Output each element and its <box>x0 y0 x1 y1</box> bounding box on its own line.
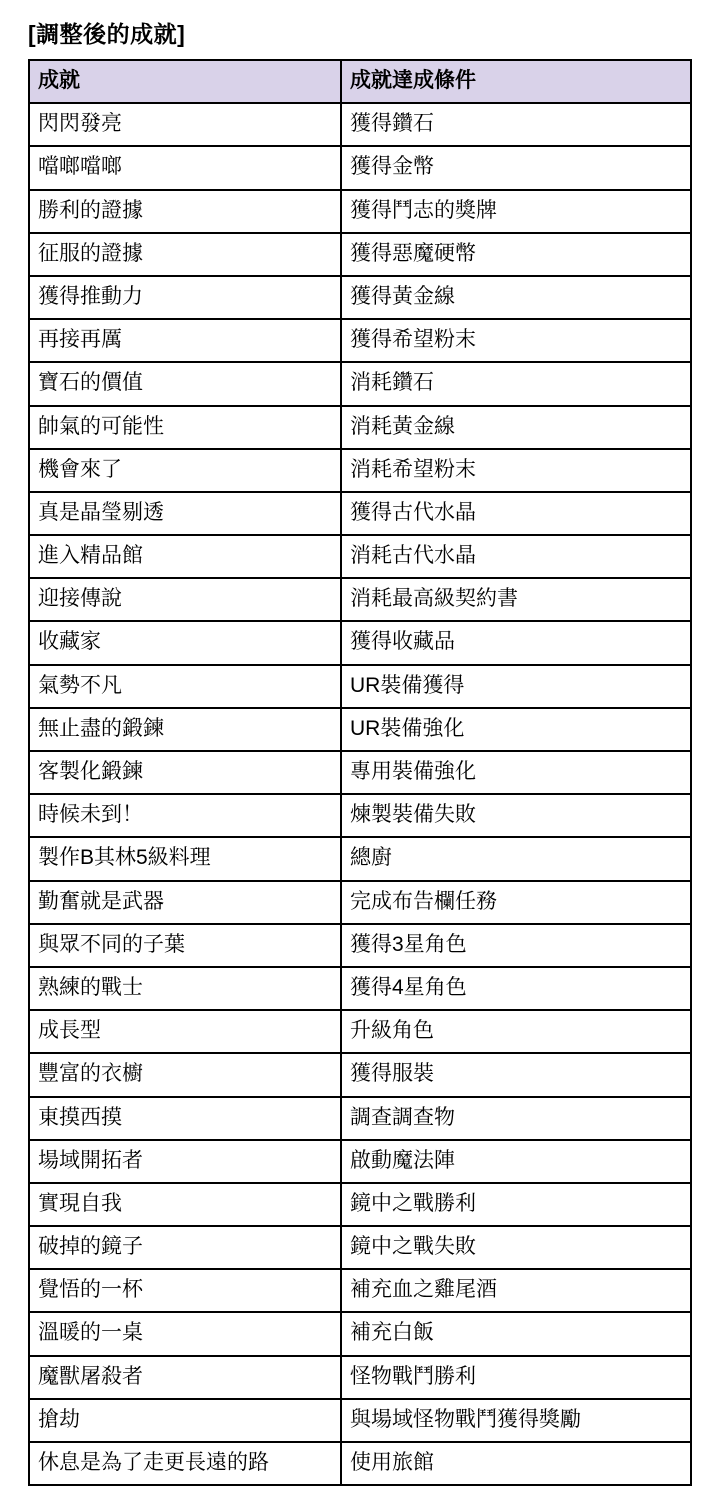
condition-cell: 獲得鬥志的獎牌 <box>341 190 691 233</box>
table-row <box>29 621 691 664</box>
condition-cell: 使用旅館 <box>341 1442 691 1485</box>
table-row <box>29 1183 691 1226</box>
condition-cell: 獲得金幣 <box>341 146 691 189</box>
achievement-cell: 場域開拓者 <box>29 1140 341 1183</box>
achievement-cell: 寶石的價值 <box>29 362 341 405</box>
condition-cell: 獲得鑽石 <box>341 103 691 146</box>
table-row <box>29 1442 691 1485</box>
table-row <box>29 837 691 880</box>
achievement-cell: 真是晶瑩剔透 <box>29 492 341 535</box>
condition-cell: 補充血之雞尾酒 <box>341 1269 691 1312</box>
achievement-cell: 帥氣的可能性 <box>29 406 341 449</box>
condition-cell: 獲得4星角色 <box>341 967 691 1010</box>
condition-cell: 鏡中之戰勝利 <box>341 1183 691 1226</box>
condition-cell: 啟動魔法陣 <box>341 1140 691 1183</box>
table-body <box>29 103 691 1485</box>
table-row <box>29 1269 691 1312</box>
condition-cell: 消耗希望粉末 <box>341 449 691 492</box>
table-row <box>29 233 691 276</box>
condition-cell: 獲得服裝 <box>341 1053 691 1096</box>
condition-cell: 獲得收藏品 <box>341 621 691 664</box>
achievement-cell: 勤奮就是武器 <box>29 881 341 924</box>
achievement-cell: 收藏家 <box>29 621 341 664</box>
table-row <box>29 967 691 1010</box>
table-row <box>29 1226 691 1269</box>
table-row <box>29 1053 691 1096</box>
achievement-cell: 成長型 <box>29 1010 341 1053</box>
condition-cell: 消耗黃金線 <box>341 406 691 449</box>
table-row <box>29 190 691 233</box>
table-row <box>29 276 691 319</box>
achievement-cell: 無止盡的鍛鍊 <box>29 708 341 751</box>
condition-cell: 總廚 <box>341 837 691 880</box>
achievement-cell: 豐富的衣櫥 <box>29 1053 341 1096</box>
condition-cell: 煉製裝備失敗 <box>341 794 691 837</box>
achievements-table <box>28 59 692 1486</box>
condition-cell: 升級角色 <box>341 1010 691 1053</box>
table-row <box>29 665 691 708</box>
table-row <box>29 1140 691 1183</box>
table-header-row <box>29 60 691 103</box>
table-row <box>29 1399 691 1442</box>
condition-cell: 獲得古代水晶 <box>341 492 691 535</box>
condition-cell: 鏡中之戰失敗 <box>341 1226 691 1269</box>
table-row <box>29 794 691 837</box>
table-row <box>29 1010 691 1053</box>
achievement-cell: 再接再厲 <box>29 319 341 362</box>
condition-cell: 專用裝備強化 <box>341 751 691 794</box>
achievement-cell: 製作B其林5級料理 <box>29 837 341 880</box>
achievement-cell: 進入精品館 <box>29 535 341 578</box>
condition-cell: 獲得希望粉末 <box>341 319 691 362</box>
table-row <box>29 924 691 967</box>
achievement-cell: 獲得推動力 <box>29 276 341 319</box>
column-header-condition: 成就達成條件 <box>341 60 691 103</box>
achievement-cell: 機會來了 <box>29 449 341 492</box>
achievement-cell: 氣勢不凡 <box>29 665 341 708</box>
achievement-cell: 東摸西摸 <box>29 1097 341 1140</box>
column-header-achievement: 成就 <box>29 60 341 103</box>
table-row <box>29 492 691 535</box>
table-row <box>29 319 691 362</box>
page-title: [調整後的成就] <box>28 21 186 47</box>
table-row <box>29 751 691 794</box>
achievement-cell: 勝利的證據 <box>29 190 341 233</box>
achievement-cell: 魔獸屠殺者 <box>29 1356 341 1399</box>
condition-cell: 獲得惡魔硬幣 <box>341 233 691 276</box>
condition-cell: 補充白飯 <box>341 1312 691 1355</box>
achievement-cell: 休息是為了走更長遠的路 <box>29 1442 341 1485</box>
table-row <box>29 881 691 924</box>
table-row <box>29 146 691 189</box>
achievement-cell: 與眾不同的子葉 <box>29 924 341 967</box>
table-row <box>29 708 691 751</box>
table-row <box>29 1312 691 1355</box>
condition-cell: 獲得3星角色 <box>341 924 691 967</box>
achievement-cell: 時候未到！ <box>29 794 341 837</box>
achievement-cell: 征服的證據 <box>29 233 341 276</box>
table-row <box>29 406 691 449</box>
condition-cell: 消耗最高級契約書 <box>341 578 691 621</box>
condition-cell: 完成布告欄任務 <box>341 881 691 924</box>
table-row <box>29 535 691 578</box>
achievement-cell: 覺悟的一杯 <box>29 1269 341 1312</box>
achievement-cell: 熟練的戰士 <box>29 967 341 1010</box>
table-row <box>29 103 691 146</box>
condition-cell: 與場域怪物戰鬥獲得獎勵 <box>341 1399 691 1442</box>
achievement-cell: 搶劫 <box>29 1399 341 1442</box>
achievement-cell: 迎接傳說 <box>29 578 341 621</box>
achievement-cell: 破掉的鏡子 <box>29 1226 341 1269</box>
table-row <box>29 362 691 405</box>
table-row <box>29 1356 691 1399</box>
condition-cell: 怪物戰鬥勝利 <box>341 1356 691 1399</box>
condition-cell: 調查調查物 <box>341 1097 691 1140</box>
achievement-cell: 閃閃發亮 <box>29 103 341 146</box>
condition-cell: UR裝備獲得 <box>341 665 691 708</box>
table-row <box>29 449 691 492</box>
condition-cell: 消耗古代水晶 <box>341 535 691 578</box>
condition-cell: UR裝備強化 <box>341 708 691 751</box>
achievement-cell: 噹啷噹啷 <box>29 146 341 189</box>
table-row <box>29 578 691 621</box>
table-row <box>29 1097 691 1140</box>
achievement-cell: 溫暖的一桌 <box>29 1312 341 1355</box>
achievement-cell: 客製化鍛鍊 <box>29 751 341 794</box>
achievement-cell: 實現自我 <box>29 1183 341 1226</box>
condition-cell: 消耗鑽石 <box>341 362 691 405</box>
condition-cell: 獲得黃金線 <box>341 276 691 319</box>
